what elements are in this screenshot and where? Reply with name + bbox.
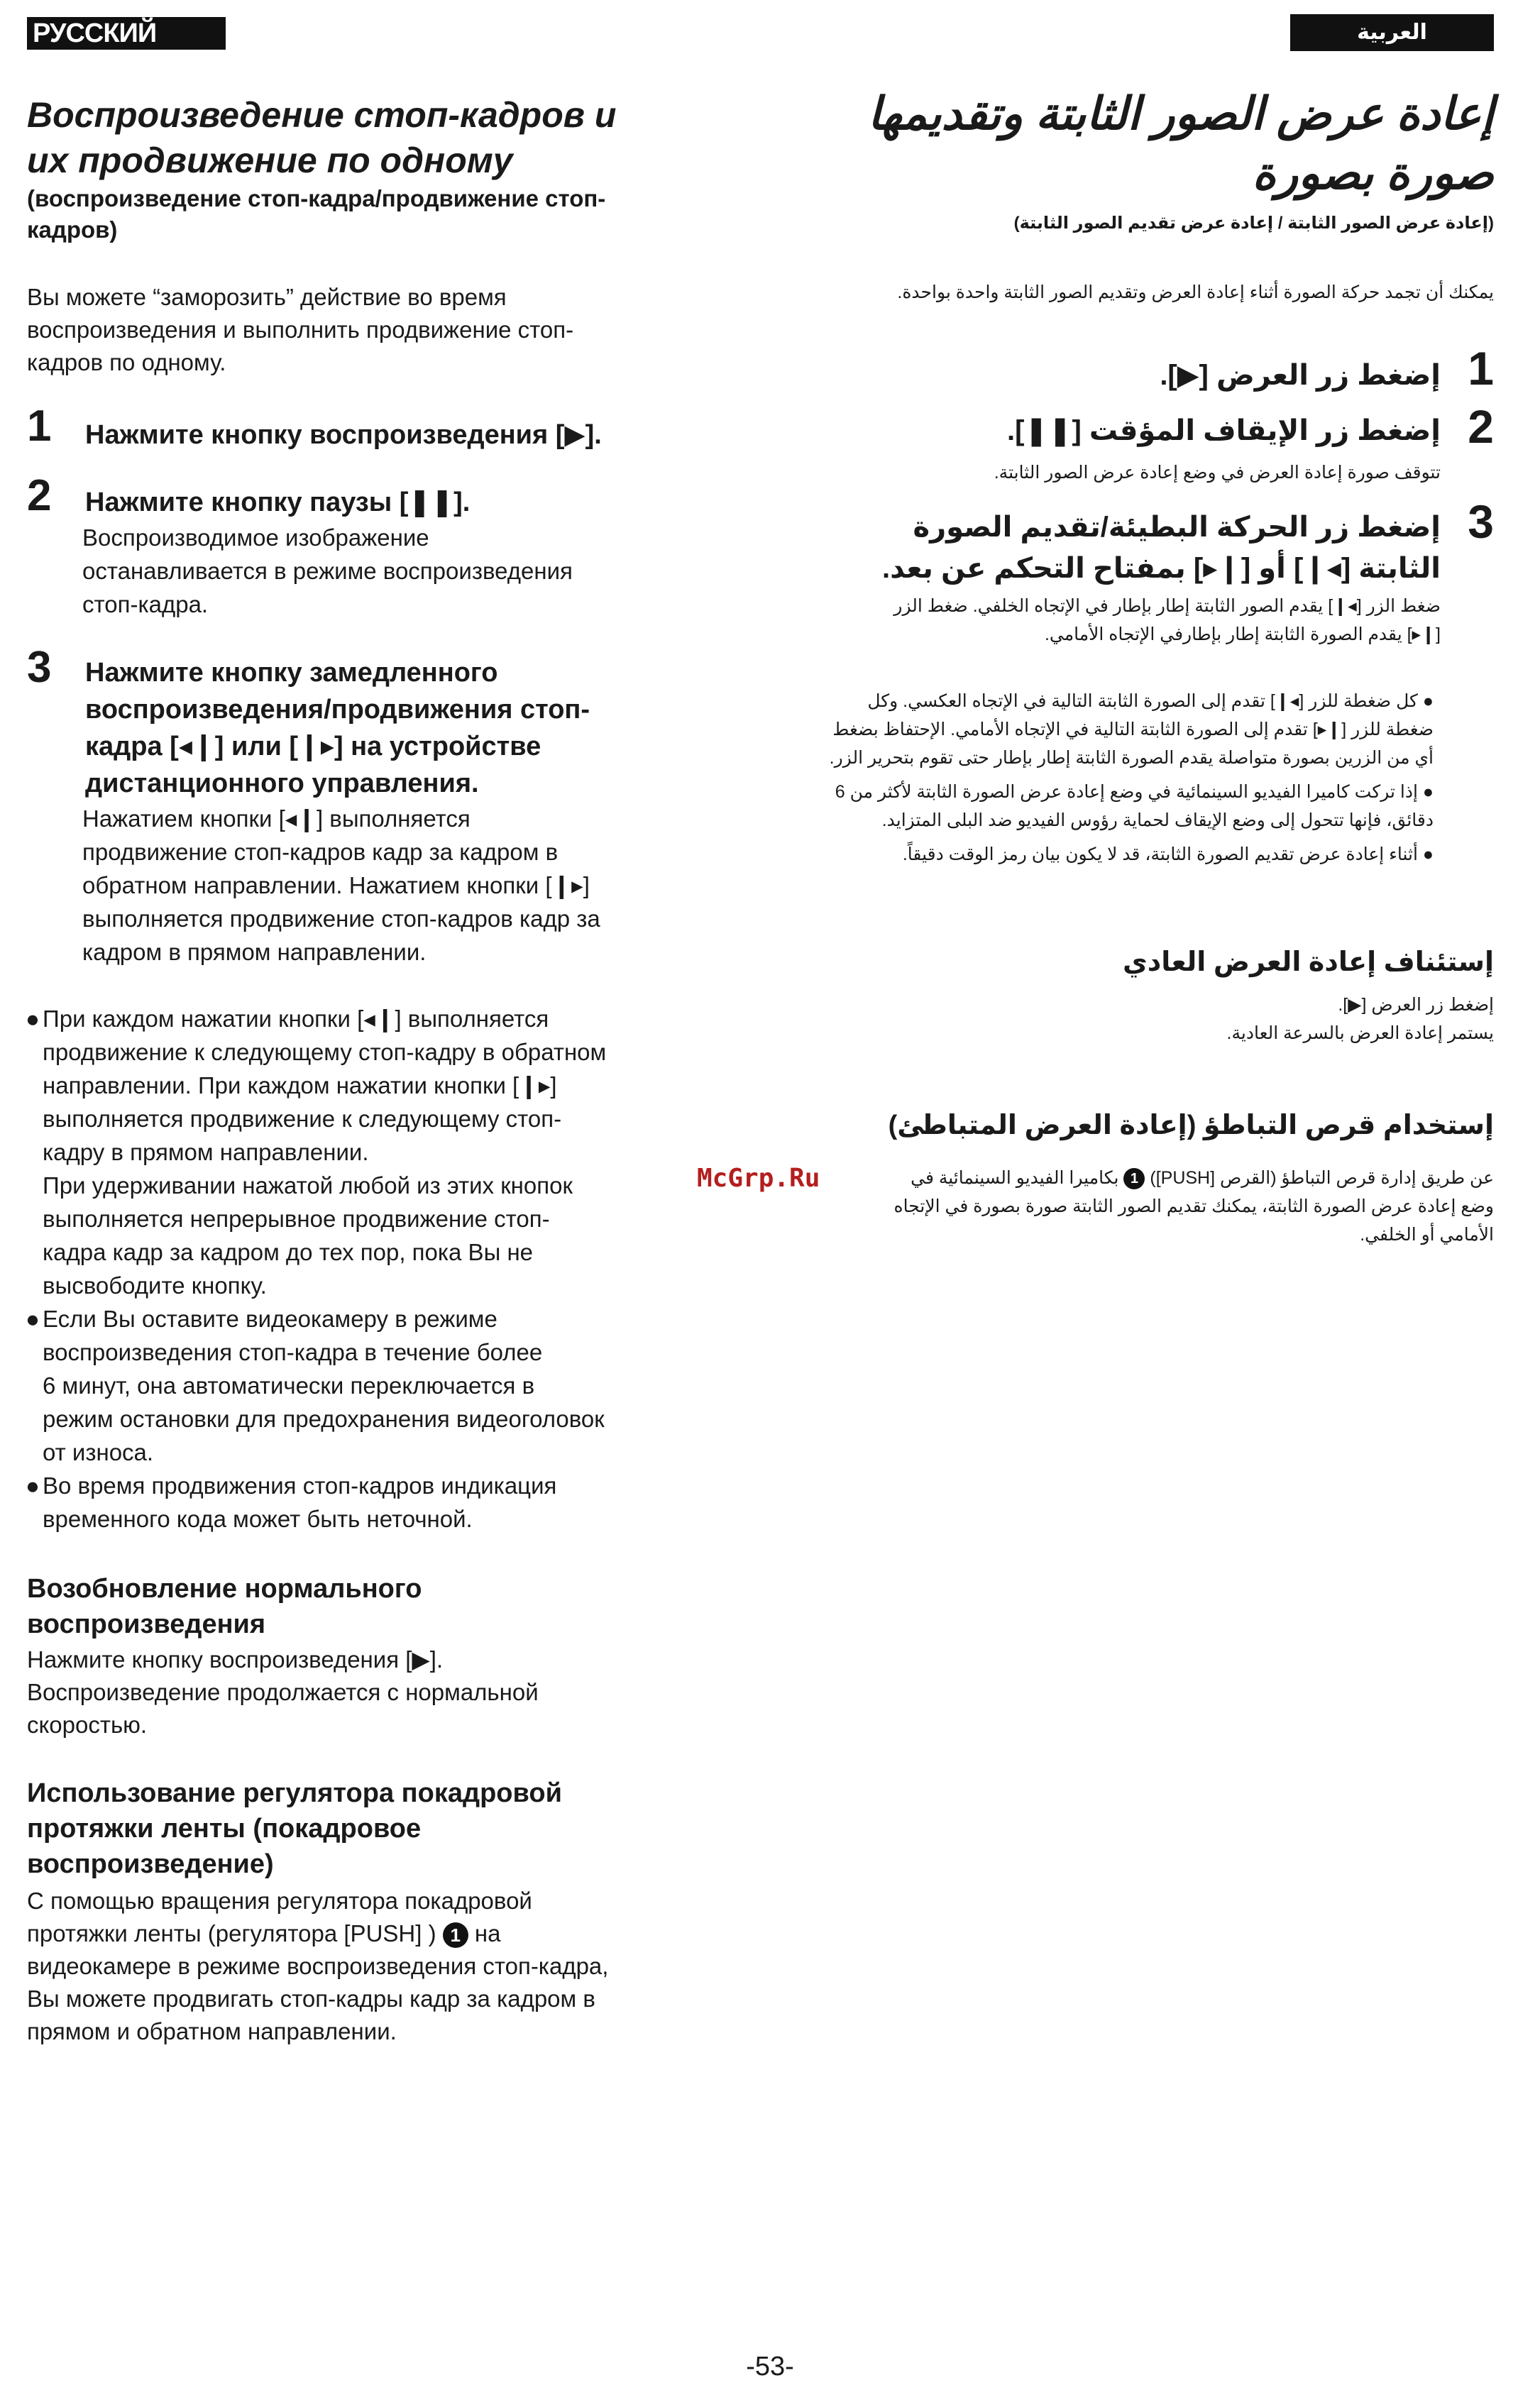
ru-page-title: Воспроизведение стоп-кадров и их продвижение по одному xyxy=(27,95,617,180)
ru-step-1-number: 1 xyxy=(27,402,52,451)
ar-note-bullet-1: ● كل ضغطة للزر [◂❙] تقدم إلى الصورة الثابتة التالية في الإتجاه العكسي. وكل ضغطة للزر [❙▸] تقدم إلى الصورة الثابتة التالية في الإتجاه الأمامي. الإحتفاظ بضغط أي من الزرين بصورة متواصلة يقدم الصورة الثابتة إطار بإطار حتى تقوم بتحرير الزر. xyxy=(829,691,1434,768)
ar-step-2-number: 2 xyxy=(1468,400,1494,453)
ar-note-bullet-3: ● أثناء إعادة عرض تقديم الصورة الثابتة، قد لا يكون بيان رمز الوقت دقيقاً. xyxy=(902,844,1434,864)
page-number: -53- xyxy=(746,2352,794,2381)
ar-jog-body: عن طريق إدارة قرص التباطؤ (القرص [PUSH]) 1 بكاميرا الفيديو السينمائية في وضع إعادة عرض الصورة الثابتة، يمكنك تقديم الصور الثابتة صورة بصورة في الإتجاه الأمامي أو الخلفي. xyxy=(893,1168,1494,1245)
ar-jog-heading: إستخدام قرص التباطؤ (إعادة العرض المتباطئ) xyxy=(888,1111,1494,1140)
language-tag-russian: РУССКИЙ ЯЗЫК xyxy=(27,17,226,50)
ru-step-3-body: Нажатием кнопки [◂❙] выполняется продвижение стоп-кадров кадр за кадром в обратном направлении. Нажатием кнопки [❙▸] выполняется продвижение стоп-кадров кадр за кадром в прямом направлении. xyxy=(82,805,600,965)
ar-step-2-heading: إضغط زر الإيقاف المؤقت [❚❚]. xyxy=(1006,415,1441,446)
ar-step-1-number: 1 xyxy=(1468,342,1494,395)
watermark-text: McGrp.Ru xyxy=(697,1164,820,1193)
ar-step-2-body: تتوقف صورة إعادة العرض في وضع إعادة عرض الصور الثابتة. xyxy=(994,463,1441,483)
ru-note-bullet-2: ● Если Вы оставите видеокамеру в режиме воспроизведения стоп-кадра в течение более 6 минут, она автоматически переключается в режим остановки для предохранения видеоголовок от износа. xyxy=(26,1306,605,1465)
ru-intro: Вы можете “заморозить” действие во время воспроизведения и выполнить продвижение стоп- кадров по одному. xyxy=(27,284,574,375)
ru-page-subtitle: (воспроизведение стоп-кадра/продвижение стоп- кадров) xyxy=(27,185,606,243)
ru-step-2-body: Воспроизводимое изображение останавливается в режиме воспроизведения стоп-кадра. xyxy=(82,524,573,617)
ar-step-3-number: 3 xyxy=(1468,495,1494,548)
ar-note-bullet-2: ● إذا تركت كاميرا الفيديو السينمائية في وضع إعادة عرض الصورة الثابتة لأكثر من 6 دقائق، فإنها تتحول إلى وضع الإيقاف لحماية رؤوس الفيديو ضد البلى المتزايد. xyxy=(835,782,1434,830)
language-tag-arabic: العربية xyxy=(1290,14,1494,51)
ru-step-3-heading: Нажмите кнопку замедленного воспроизведения/продвижения стоп- кадра [◂❙] или [❙▸] на устройстве дистанционного управления. xyxy=(85,658,590,798)
ar-resume-heading: إستئناف إعادة العرض العادي xyxy=(1122,947,1494,977)
ru-step-3-number: 3 xyxy=(27,643,52,692)
ar-dial-marker-icon: 1 xyxy=(1123,1168,1145,1189)
ar-step-3-heading: إضغط زر الحركة البطيئة/تقديم الصورة الثابتة [◂❙] أو [❙▸] بمفتاح التحكم عن بعد. xyxy=(882,512,1441,584)
ar-notes xyxy=(823,687,1434,874)
ar-page-title: إعادة عرض الصور الثابتة وتقديمها صورة بصورة xyxy=(867,88,1494,199)
ar-resume-body: إضغط زر العرض [▶]. يستمر إعادة العرض بالسرعة العادية. xyxy=(1226,995,1494,1043)
ar-intro: يمكنك أن تجمد حركة الصورة أثناء إعادة العرض وتقديم الصور الثابتة واحدة بواحدة. xyxy=(897,282,1494,302)
ar-page-subtitle: (إعادة عرض الصور الثابتة / إعادة عرض تقديم الصور الثابتة) xyxy=(1013,214,1494,233)
dial-marker-icon: 1 xyxy=(443,1922,468,1948)
ar-step-1-heading: إضغط زر العرض [▶]. xyxy=(1160,360,1441,391)
ru-note-bullet-1: ● При каждом нажатии кнопки [◂❙] выполняется продвижение к следующему стоп-кадру в обратном направлении. При каждом нажатии кнопки [❙▸] выполняется продвижение к следующему стоп- кадру в прямом направлении. При удерживании нажатой любой из этих кнопок выполняется непрерывное продвижение стоп- кадра кадр за кадром до тех пор, пока Вы не высвободите кнопку. xyxy=(26,1006,607,1299)
ru-note-bullet-3: ● Во время продвижения стоп-кадров индикация временного кода может быть неточной. xyxy=(26,1472,557,1532)
ru-jog-body: С помощью вращения регулятора покадровой протяжки ленты (регулятора [PUSH] ) 1 на видеокамере в режиме воспроизведения стоп-кадра, Вы можете продвигать стоп-кадры кадр за кадром в прямом и обратном направлении. xyxy=(27,1888,609,2044)
ru-resume-heading: Возобновление нормального воспроизведения xyxy=(27,1574,422,1639)
ru-step-1-heading: Нажмите кнопку воспроизведения [▶]. xyxy=(85,420,602,450)
ru-step-2-heading: Нажмите кнопку паузы [❚❚]. xyxy=(85,488,471,517)
ru-step-2-number: 2 xyxy=(27,471,52,520)
ru-resume-body: Нажмите кнопку воспроизведения [▶]. Воспроизведение продолжается с нормальной скоростью. xyxy=(27,1646,539,1738)
ru-jog-heading: Использование регулятора покадровой протяжки ленты (покадровое воспроизведение) xyxy=(27,1778,562,1879)
ar-step-3-body: ضغط الزر [◂❙] يقدم الصور الثابتة إطار بإطار في الإتجاه الخلفي. ضغط الزر [❙▸] يقدم الصورة الثابتة إطار بإطارفي الإتجاه الأمامي. xyxy=(893,596,1441,644)
